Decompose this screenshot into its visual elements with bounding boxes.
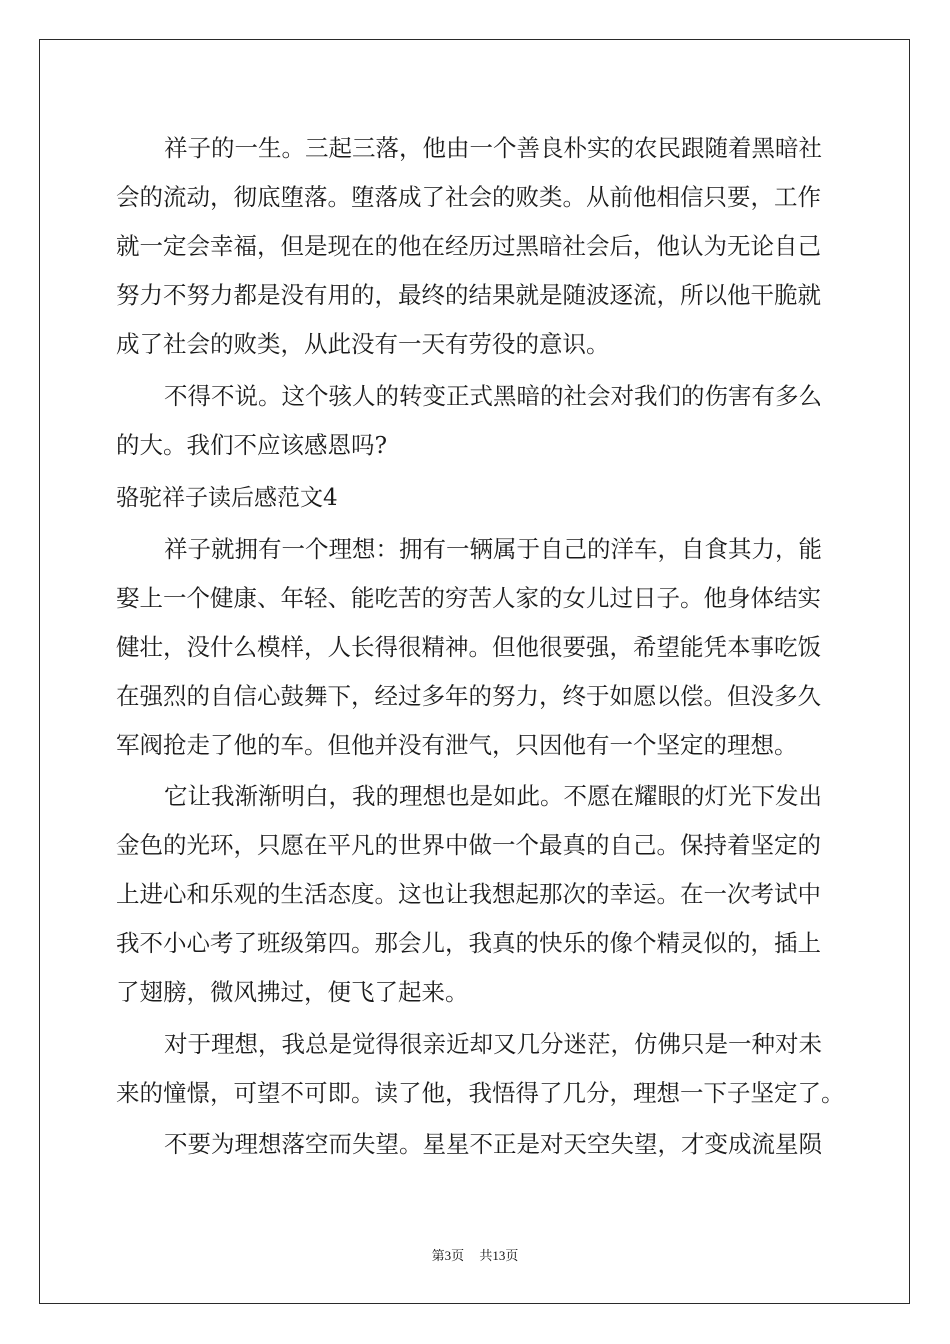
paragraph-line: 金色的光环，只愿在平凡的世界中做一个最真的自己。保持着坚定的 [116, 831, 821, 859]
paragraph-line: 就一定会幸福，但是现在的他在经历过黑暗社会后，他认为无论自己 [116, 232, 821, 260]
paragraph-line: 祥子就拥有一个理想：拥有一辆属于自己的洋车，自食其力，能 [164, 535, 822, 563]
paragraph-line: 了翅膀，微风拂过，便飞了起来。 [116, 978, 469, 1006]
section-heading: 骆驼祥子读后感范文4 [116, 485, 338, 511]
paragraph-line: 成了社会的败类，从此没有一天有劳役的意识。 [116, 330, 610, 358]
paragraph-line: 上进心和乐观的生活态度。这也让我想起那次的幸运。在一次考试中 [116, 880, 821, 908]
page-footer [0, 1245, 950, 1264]
paragraph-line: 军阀抢走了他的车。但他并没有泄气，只因他有一个坚定的理想。 [116, 731, 798, 759]
paragraph-line: 健壮，没什么模样，人长得很精神。但他很要强，希望能凭本事吃饭 [116, 633, 821, 661]
page-number: 第3页 [431, 1248, 465, 1263]
paragraph-line: 的大。我们不应该感恩吗? [116, 431, 388, 459]
paragraph-line: 我不小心考了班级第四。那会儿，我真的快乐的像个精灵似的，插上 [116, 929, 821, 957]
paragraph-line: 不得不说。这个骇人的转变正式黑暗的社会对我们的伤害有多么 [164, 382, 822, 410]
paragraph-line: 会的流动，彻底堕落。堕落成了社会的败类。从前他相信只要，工作 [116, 183, 821, 211]
paragraph-line: 不要为理想落空而失望。星星不正是对天空失望，才变成流星陨 [164, 1130, 822, 1158]
paragraph-line: 祥子的一生。三起三落，他由一个善良朴实的农民跟随着黑暗社 [164, 134, 822, 162]
paragraph-line: 对于理想，我总是觉得很亲近却又几分迷茫，仿佛只是一种对未 [164, 1030, 822, 1058]
paragraph-line: 在强烈的自信心鼓舞下，经过多年的努力，终于如愿以偿。但没多久 [116, 682, 821, 710]
paragraph-line: 努力不努力都是没有用的，最终的结果就是随波逐流，所以他干脆就 [116, 281, 821, 309]
paragraph-line: 它让我渐渐明白，我的理想也是如此。不愿在耀眼的灯光下发出 [164, 782, 822, 810]
paragraph-line: 来的憧憬，可望不可即。读了他，我悟得了几分，理想一下子坚定了。 [116, 1079, 845, 1107]
page-total: 共13页 [479, 1248, 519, 1263]
paragraph-line: 娶上一个健康、年轻、能吃苦的穷苦人家的女儿过日子。他身体结实 [116, 584, 821, 612]
